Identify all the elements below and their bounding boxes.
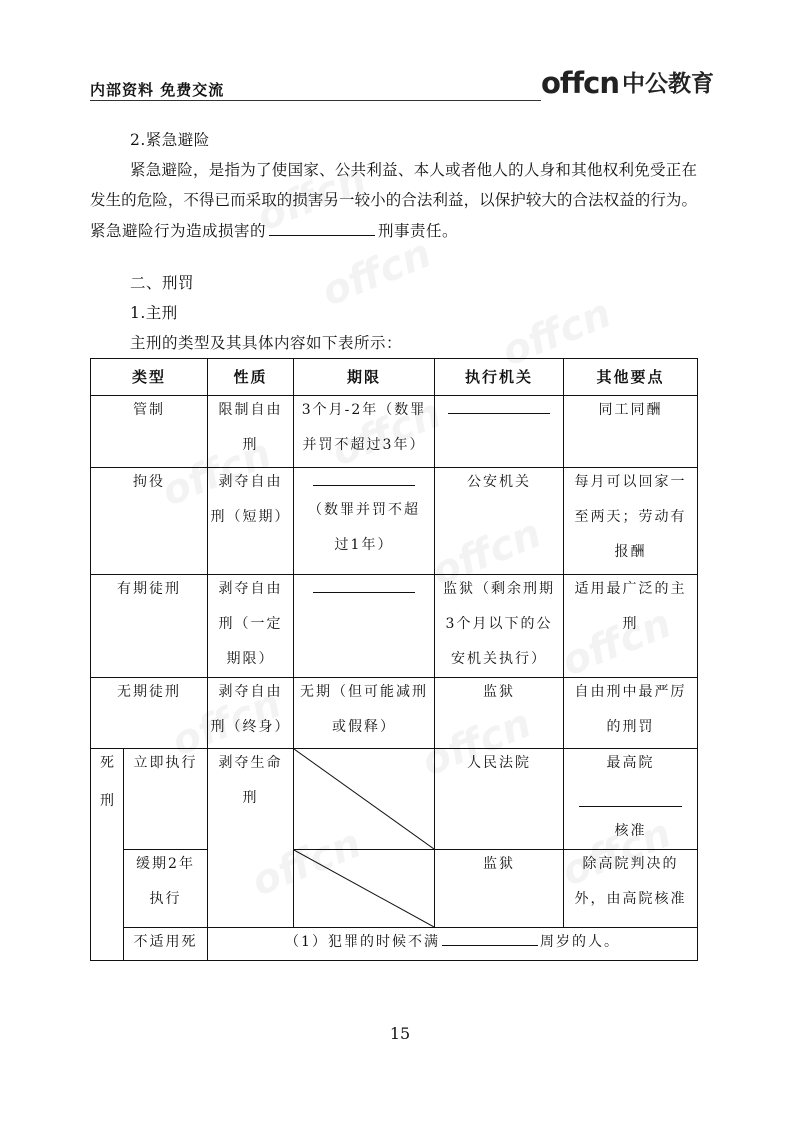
cell-nature bbox=[208, 468, 294, 575]
type-label: 无期徒刑 bbox=[117, 684, 181, 700]
cell-text: 核准 bbox=[614, 823, 647, 839]
cell-not-applicable-condition bbox=[208, 928, 698, 961]
watermark bbox=[315, 231, 437, 316]
cell-text: 剥夺生命 bbox=[218, 755, 283, 771]
header-other-points: 其他要点 bbox=[564, 359, 698, 396]
cell-subtype bbox=[124, 928, 208, 961]
cell-type bbox=[91, 575, 208, 678]
diagonal-line bbox=[294, 850, 434, 927]
header-nature: 性质 bbox=[208, 359, 294, 396]
table-row bbox=[91, 468, 698, 575]
principal-penalty-table bbox=[90, 358, 698, 961]
cell-text: 立即执行 bbox=[133, 755, 198, 771]
cell-text: 刑 bbox=[100, 793, 114, 809]
cell-text: 3个月以下的公 bbox=[445, 616, 553, 632]
cell-text: 缓期2年 bbox=[136, 856, 195, 872]
type-label: 拘役 bbox=[133, 474, 165, 490]
cell-text: 并罚不超过3年） bbox=[302, 437, 426, 453]
cell-other-points bbox=[564, 749, 698, 850]
paragraph-line: 紧急避险，是指为了使国家、公共利益、本人或者他人的人身和其他权利免受正在 bbox=[130, 161, 697, 179]
cell-text: 的刑罚 bbox=[606, 719, 655, 735]
diagonal-line bbox=[294, 749, 434, 849]
table-row bbox=[91, 575, 698, 678]
offcn-logo bbox=[541, 64, 714, 100]
cell-text: 死 bbox=[100, 755, 114, 771]
cell-term bbox=[294, 575, 435, 678]
page-number: 15 bbox=[389, 1024, 411, 1043]
fill-blank bbox=[579, 781, 682, 807]
cell-text: 刑 bbox=[242, 437, 259, 453]
header-note: 内部资料 免费交流 bbox=[90, 81, 225, 99]
cell-other-points bbox=[564, 850, 698, 928]
fill-blank bbox=[269, 220, 375, 236]
cell-type bbox=[91, 468, 208, 575]
cell-term bbox=[294, 678, 435, 749]
cell-text: 至两天；劳动有 bbox=[574, 509, 687, 525]
cell-executing-organ bbox=[435, 850, 564, 928]
cell-death-penalty-label bbox=[91, 749, 124, 961]
cell-text: 剥夺自由 bbox=[218, 474, 283, 490]
table-row bbox=[91, 850, 698, 928]
condition-prefix: （1）犯罪的时候不满 bbox=[285, 934, 440, 950]
cell-text: 刑（一定 bbox=[218, 616, 283, 632]
cell-text: 刑（短期） bbox=[210, 509, 291, 525]
cell-text: 剥夺自由 bbox=[218, 684, 283, 700]
cell-text: 刑 bbox=[622, 616, 639, 632]
table-header-row bbox=[91, 359, 698, 396]
cell-executing-organ bbox=[435, 468, 564, 575]
condition-line bbox=[208, 925, 697, 960]
cell-other-points bbox=[564, 575, 698, 678]
fill-blank-prefix: 紧急避险行为造成损害的 bbox=[90, 222, 267, 240]
cell-other-points bbox=[564, 396, 698, 468]
cell-text: 适用最广泛的主 bbox=[574, 581, 687, 597]
cell-text: 外，由高院核准 bbox=[574, 891, 687, 907]
table-row bbox=[91, 396, 698, 468]
cell-executing-organ bbox=[435, 575, 564, 678]
cell-term-diagonal bbox=[294, 850, 435, 928]
cell-nature bbox=[208, 678, 294, 749]
fill-blank bbox=[442, 931, 538, 946]
fill-blank bbox=[448, 396, 550, 414]
section-heading: 二、刑罚 bbox=[130, 274, 195, 292]
cell-text: 同工同酬 bbox=[598, 402, 663, 418]
cell-text: 剥夺自由 bbox=[218, 581, 283, 597]
cell-nature bbox=[208, 749, 294, 928]
cell-text: 人民法院 bbox=[467, 755, 532, 771]
cell-text: 期限） bbox=[226, 651, 275, 667]
cell-executing-organ bbox=[435, 749, 564, 850]
cell-text: 限制自由 bbox=[218, 402, 283, 418]
cell-term-diagonal bbox=[294, 749, 435, 850]
cell-subtype bbox=[124, 749, 208, 850]
cell-text: 自由刑中最严厉 bbox=[574, 684, 687, 700]
fill-blank-suffix: 刑事责任。 bbox=[378, 222, 459, 240]
cell-text: 过1年） bbox=[334, 537, 394, 553]
cell-nature bbox=[208, 575, 294, 678]
cell-type bbox=[91, 678, 208, 749]
cell-text: 无期（但可能减刑 bbox=[300, 684, 429, 700]
cell-text: 公安机关 bbox=[467, 474, 532, 490]
type-label: 管制 bbox=[133, 402, 165, 418]
cell-text: 报酬 bbox=[614, 544, 647, 560]
cell-text: （数罪并罚不超 bbox=[308, 502, 421, 518]
cell-subtype bbox=[124, 850, 208, 928]
table-intro: 主刑的类型及其具体内容如下表所示： bbox=[130, 334, 403, 352]
fill-blank bbox=[313, 468, 415, 486]
type-label: 有期徒刑 bbox=[117, 581, 181, 597]
cell-text: 执行 bbox=[149, 891, 182, 907]
header-type: 类型 bbox=[91, 359, 208, 396]
cell-type bbox=[91, 396, 208, 468]
condition-suffix: 周岁的人。 bbox=[539, 934, 620, 950]
cell-text: 3个月-2年（数罪 bbox=[301, 402, 427, 418]
logo-latin-text: offcn bbox=[541, 66, 619, 100]
cell-text: 不适用死 bbox=[133, 934, 198, 950]
paragraph-line: 发生的危险，不得已而采取的损害另一较小的合法利益，以保护较大的合法权益的行为。 bbox=[90, 191, 697, 209]
subsection-heading: 1.主刑 bbox=[130, 304, 178, 322]
cell-term bbox=[294, 468, 435, 575]
cell-nature bbox=[208, 396, 294, 468]
header-rule bbox=[90, 100, 541, 101]
cell-text: 除高院判决的 bbox=[582, 856, 679, 872]
fill-blank bbox=[313, 575, 415, 593]
table-row bbox=[91, 928, 698, 961]
cell-term bbox=[294, 396, 435, 468]
table-row bbox=[91, 678, 698, 749]
cell-text: 安机关执行） bbox=[451, 651, 548, 667]
cell-executing-organ bbox=[435, 396, 564, 468]
cell-text: 最高院 bbox=[606, 755, 655, 771]
header-executing-organ: 执行机关 bbox=[435, 359, 564, 396]
section-title: 2.紧急避险 bbox=[130, 131, 210, 149]
cell-other-points bbox=[564, 678, 698, 749]
header-term: 期限 bbox=[294, 359, 435, 396]
logo-chinese-text: 中公教育 bbox=[622, 71, 714, 97]
cell-text: 每月可以回家一 bbox=[574, 474, 687, 490]
cell-text: 刑（终身） bbox=[210, 719, 291, 735]
cell-text: 刑 bbox=[242, 790, 259, 806]
cell-text: 监狱（剩余刑期 bbox=[443, 581, 556, 597]
cell-other-points bbox=[564, 468, 698, 575]
table-row bbox=[91, 749, 698, 850]
cell-text: 监狱 bbox=[483, 684, 516, 700]
cell-text: 监狱 bbox=[483, 856, 516, 872]
cell-executing-organ bbox=[435, 678, 564, 749]
cell-text: 或假释） bbox=[332, 719, 397, 735]
fill-blank-sentence bbox=[90, 220, 458, 241]
